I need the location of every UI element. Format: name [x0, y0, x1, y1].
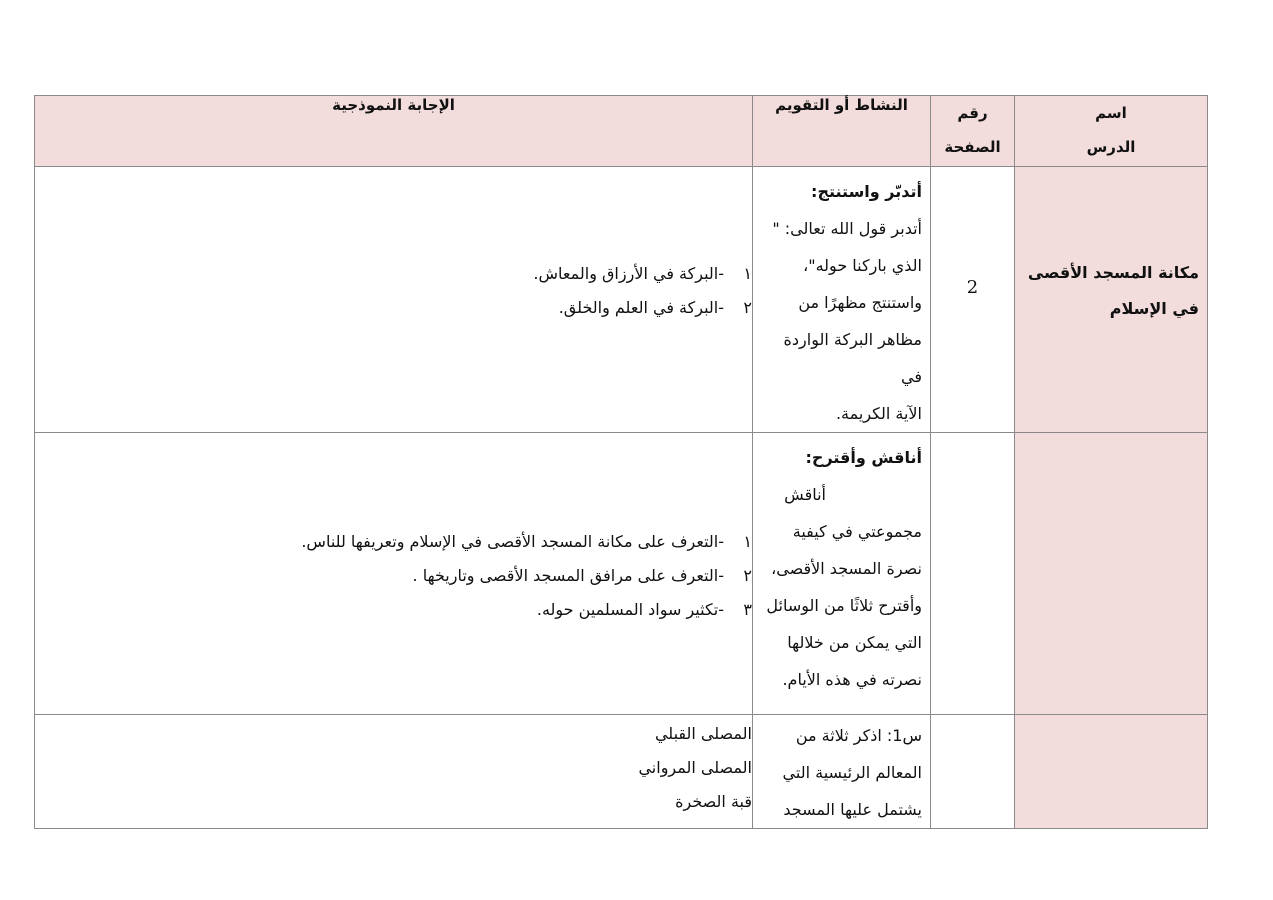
- list-item: [35, 291, 752, 325]
- lesson-name-cell-empty: [1015, 715, 1208, 829]
- activity-cell: [753, 433, 931, 715]
- lesson-name-cell: مكانة المسجد الأقصى في الإسلام: [1015, 167, 1208, 433]
- list-item: [35, 559, 752, 593]
- list-item: [35, 593, 752, 627]
- answer-line: المصلى المرواني: [638, 758, 752, 777]
- header-page-number-line2: الصفحة: [944, 138, 1001, 156]
- page-number-cell: 2: [931, 167, 1015, 433]
- list-item: [35, 525, 752, 559]
- answer-cell: [35, 433, 753, 715]
- table-row: [35, 715, 1208, 829]
- activity-line: الذي باركنا حوله"،: [803, 256, 922, 275]
- answer-line: قبة الصخرة: [675, 792, 752, 811]
- activity-line: التي يمكن من خلالها: [787, 633, 922, 652]
- list-item-number: ١: [743, 264, 752, 283]
- list-item-number: ٢: [743, 298, 752, 317]
- header-activity: النشاط أو التقويم: [753, 96, 931, 167]
- table-row: [35, 167, 1208, 433]
- header-model-answer: الإجابة النموذجية: [35, 96, 753, 167]
- activity-cell: [753, 167, 931, 433]
- list-item-text: -تكثير سواد المسلمين حوله.: [536, 600, 724, 619]
- list-item-number: ٣: [743, 600, 752, 619]
- header-page-number-line1: رقم: [957, 104, 988, 122]
- lesson-table: [34, 95, 1208, 829]
- activity-line: مجموعتي في كيفية: [792, 522, 922, 541]
- header-lesson-name: [1015, 96, 1208, 167]
- list-item: [35, 257, 752, 291]
- list-item-text: -البركة في العلم والخلق.: [558, 298, 724, 317]
- activity-title: أتدبّر واستنتج:: [811, 182, 922, 201]
- activity-line: نصرته في هذه الأيام.: [782, 670, 922, 689]
- table-row: [35, 433, 1208, 715]
- header-lesson-name-line1: اسم: [1095, 104, 1127, 122]
- activity-line: نصرة المسجد الأقصى،: [771, 559, 922, 578]
- table-header-row: [35, 96, 1208, 167]
- activity-line: المعالم الرئيسية التي: [782, 763, 922, 782]
- activity-line: أناقش: [784, 485, 826, 504]
- header-page-number: [931, 96, 1015, 167]
- answer-list: [35, 525, 752, 627]
- activity-line: واستنتج مظهرًا من: [798, 293, 922, 312]
- list-item-text: -التعرف على مكانة المسجد الأقصى في الإسلام وتعريفها للناس.: [301, 532, 724, 551]
- lesson-name-cell-empty: [1015, 433, 1208, 715]
- answer-cell: [35, 167, 753, 433]
- list-item-number: ١: [743, 532, 752, 551]
- header-lesson-name-line2: الدرس: [1086, 138, 1136, 156]
- page-number-cell: [931, 715, 1015, 829]
- activity-cell: [753, 715, 931, 829]
- list-item-number: ٢: [743, 566, 752, 585]
- activity-line: س1: اذكر ثلاثة من: [795, 726, 922, 745]
- answer-line: المصلى القبلي: [654, 724, 752, 743]
- answer-list: [35, 257, 752, 325]
- list-item-text: -التعرف على مرافق المسجد الأقصى وتاريخها .: [412, 566, 724, 585]
- list-item-text: -البركة في الأرزاق والمعاش.: [533, 264, 724, 283]
- activity-line: مظاهر البركة الواردة في: [783, 330, 922, 386]
- activity-title: أناقش وأقترح:: [805, 448, 922, 467]
- activity-line: يشتمل عليها المسجد: [783, 800, 922, 819]
- activity-line: الآية الكريمة.: [835, 404, 922, 423]
- activity-line: أتدبر قول الله تعالى: ": [772, 219, 922, 238]
- answer-cell: [35, 715, 753, 829]
- page-number-cell: [931, 433, 1015, 715]
- activity-line: وأقترح ثلاثًا من الوسائل: [766, 596, 922, 615]
